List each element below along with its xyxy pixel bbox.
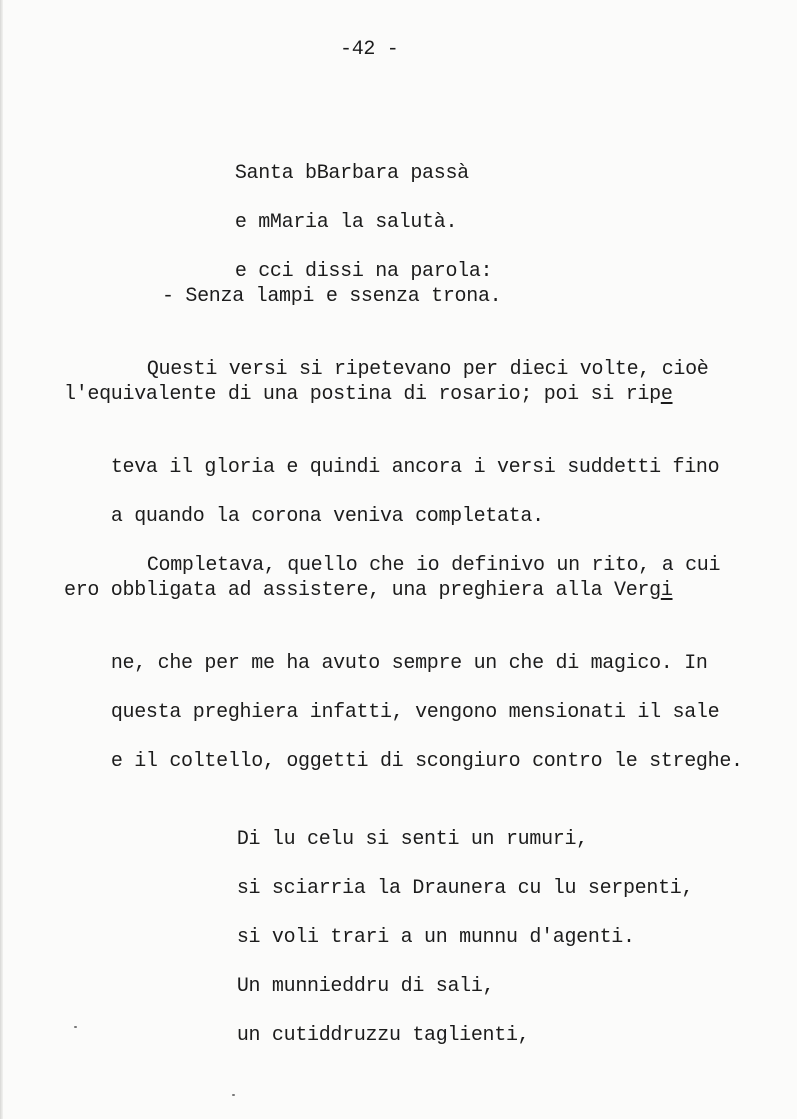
verse2-line-3-text: si voli trari a un munnu d'agenti. — [236, 926, 635, 949]
verse2-line-5 — [190, 1000, 529, 1072]
paragraph1-line-2-text: l'equivalente di una postina di rosario; poi si rip — [64, 383, 661, 406]
paragraph2-line-5 — [64, 726, 743, 798]
page-left-edge — [0, 0, 3, 1119]
verse1-line-4-text: Senza lampi e ssenza trona. — [185, 285, 502, 308]
verse2-line-4-text: Un munnieddru di sali, — [236, 975, 495, 998]
paragraph1-line-4-text: a quando la corona veniva completata. — [110, 505, 544, 528]
paragraph1-line-2-underlined: e — [660, 383, 673, 406]
paragraph2-line-4-text: questa preghiera infatti, vengono mensionati il sale — [110, 701, 720, 724]
paragraph2-line-5-text: e il coltello, oggetti di scongiuro contro le streghe. — [110, 750, 743, 773]
verse2-line-1-text: Di lu celu si senti un rumuri, — [236, 828, 588, 851]
verse1-line-2-text: e mMaria la salutà. — [234, 211, 458, 234]
paragraph2-line-2-underlined: i — [660, 579, 673, 602]
paragraph2-line-2-text: ero obbligata ad assistere, una preghiera alla Verg — [64, 579, 661, 602]
verse2-line-5-text: un cutiddruzzu taglienti, — [236, 1024, 530, 1047]
verse1-line-3-text: e cci dissi na parola: — [234, 260, 493, 283]
verse1-line-4-dash: - — [162, 285, 186, 308]
verse2-line-2-text: si sciarria la Draunera cu lu serpenti, — [236, 877, 694, 900]
paragraph2-line-1-text: Completava, quello che io definivo un rito, a cui — [146, 554, 721, 577]
paragraph1-line-2 — [64, 383, 673, 407]
page-number: -42 - — [340, 38, 399, 61]
verse1-line-1-text: Santa bBarbara passà — [234, 162, 469, 185]
verse1-line-4 — [162, 285, 501, 309]
paragraph2-line-2 — [64, 579, 673, 603]
paragraph2-line-3-text: ne, che per me ha avuto sempre un che di magico. In — [110, 652, 708, 675]
ink-speck — [74, 1026, 77, 1028]
ink-speck — [232, 1094, 235, 1096]
paragraph1-line-1-text: Questi versi si ripetevano per dieci volte, cioè — [146, 358, 709, 381]
paragraph1-line-3-text: teva il gloria e quindi ancora i versi suddetti fino — [110, 456, 720, 479]
